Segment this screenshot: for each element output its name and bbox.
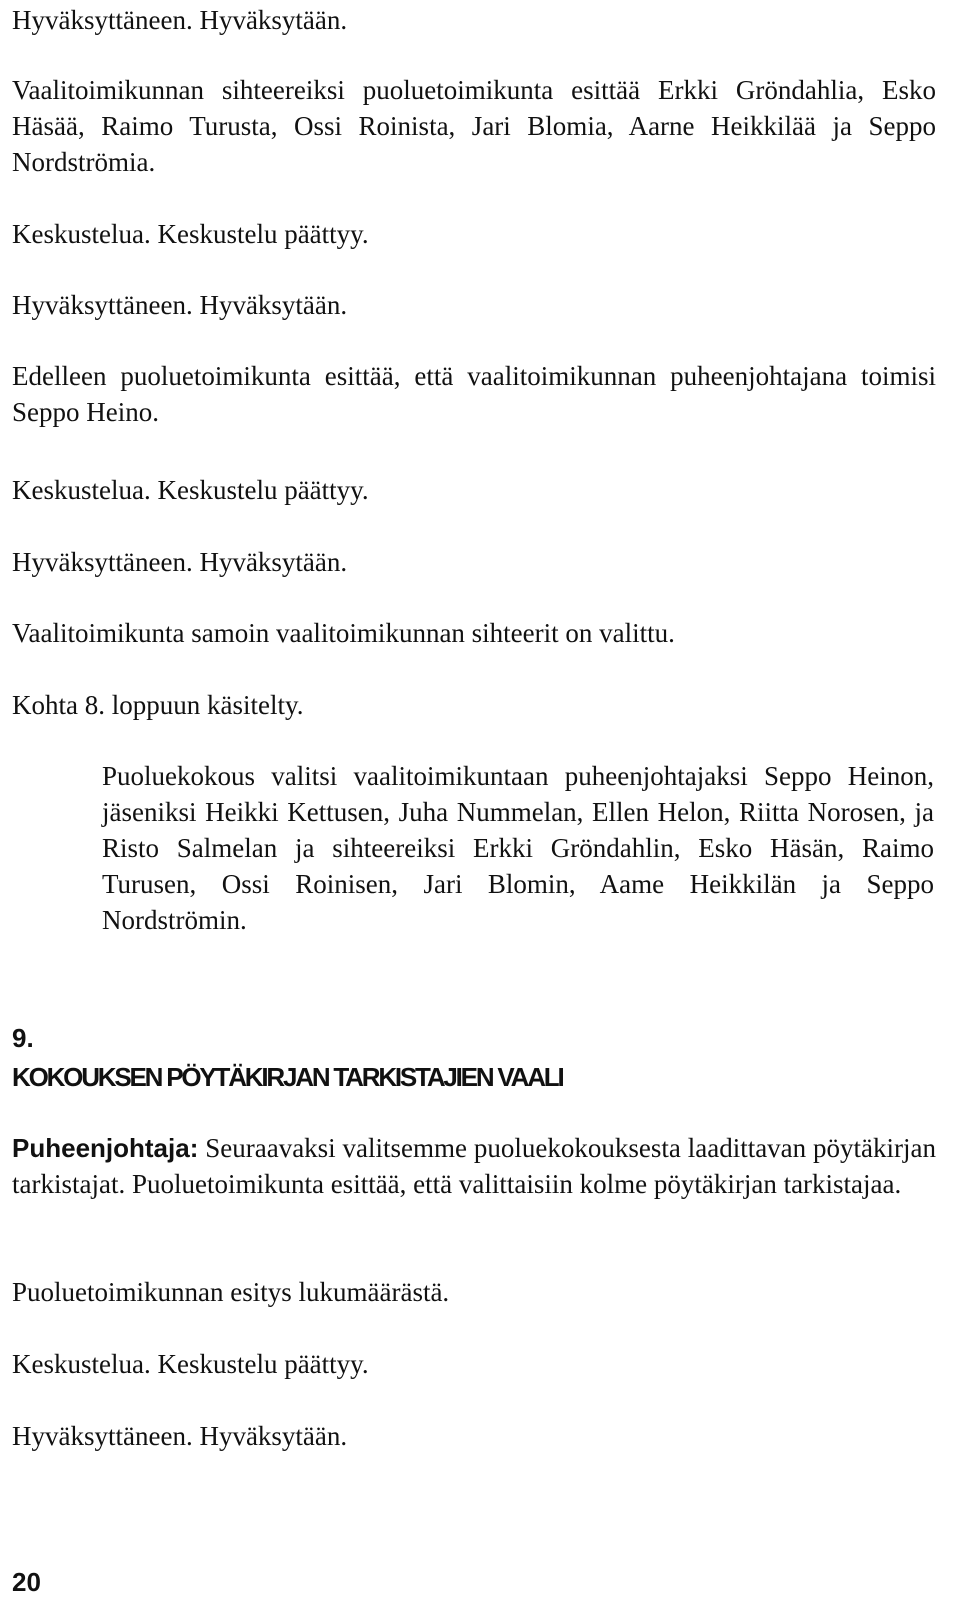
paragraph-discussion-2: Keskustelua. Keskustelu päättyy. (12, 475, 369, 505)
section-number: 9. (12, 1023, 34, 1053)
section-title: KOKOUKSEN PÖYTÄKIRJAN TARKISTAJIEN VAALI (12, 1062, 563, 1092)
chair-label: Puheenjohtaja: (12, 1133, 199, 1163)
page-number: 20 (12, 1567, 41, 1597)
paragraph-chair-statement (12, 1130, 936, 1202)
paragraph-approval-4: Hyväksyttäneen. Hyväksytään. (12, 1421, 348, 1451)
paragraph-discussion-3: Keskustelua. Keskustelu päättyy. (12, 1349, 369, 1379)
paragraph-secretaries-proposal: Vaalitoimikunnan sihteereiksi puoluetoimikunta esittää Erkki Gröndahlia, Esko Häsää, Raimo Turusta, Ossi Roinista, Jari Blomia, Aarne Heikkilää ja Seppo Nordströmia. (12, 75, 936, 177)
paragraph-approval-3: Hyväksyttäneen. Hyväksytään. (12, 547, 348, 577)
paragraph-approval-1: Hyväksyttäneen. Hyväksytään. (12, 5, 348, 35)
paragraph-chair-proposal: Edelleen puoluetoimikunta esittää, että vaalitoimikunnan puheenjohtajana toimisi Seppo Heino. (12, 361, 936, 427)
paragraph-discussion-1: Keskustelua. Keskustelu päättyy. (12, 219, 369, 249)
chair-text: Seuraavaksi valitsemme puoluekokouksesta laadittavan pöytäkirjan tarkistajat. Puoluetoimikunta esittää, että valittaisiin kolme pöytäkirjan tarkistajaa. (12, 1133, 937, 1199)
paragraph-count-proposal: Puoluetoimikunnan esitys lukumäärästä. (12, 1277, 450, 1307)
paragraph-committee-elected: Vaalitoimikunta samoin vaalitoimikunnan sihteerit on valittu. (12, 618, 675, 648)
paragraph-approval-2: Hyväksyttäneen. Hyväksytään. (12, 290, 348, 320)
paragraph-item-closed: Kohta 8. loppuun käsitelty. (12, 690, 304, 720)
paragraph-decision: Puoluekokous valitsi vaalitoimikuntaan puheenjohtajaksi Seppo Heinon, jäseniksi Heikki Kettusen, Juha Nummelan, Ellen Helon, Riitta Norosen, ja Risto Salmelan ja sihteereiksi Erkki Gröndahlin, Esko Häsän, Raimo Turusen, Ossi Roinisen, Jari Blomin, Aame Heikkilän ja Seppo Nordströmin. (102, 761, 934, 935)
